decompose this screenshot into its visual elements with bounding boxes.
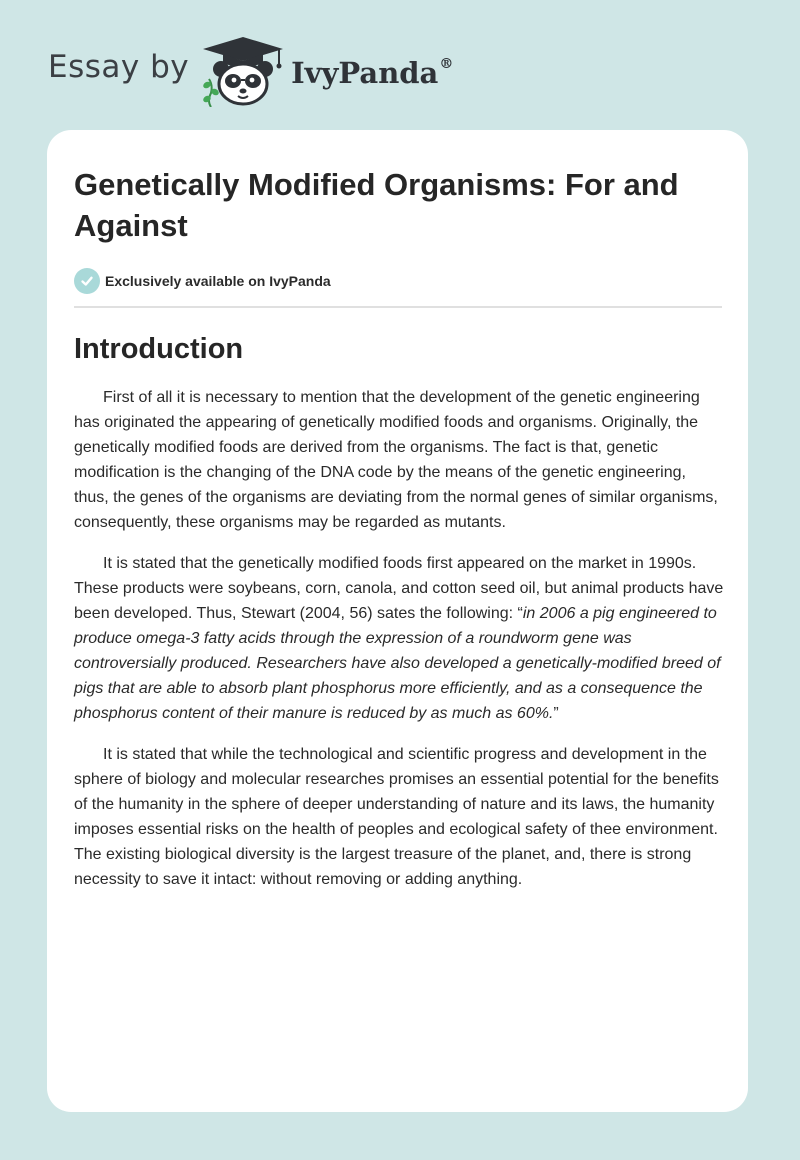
paragraph xyxy=(74,551,724,726)
paragraph-lead: It is stated that the genetically modified foods first appeared on the market in 1990s. These products were soybeans, corn, canola, and cotton seed oil, but animal products have been developed. Thus, Stewart (2004, 56) sates the following: “ xyxy=(74,555,724,622)
check-icon xyxy=(74,268,100,294)
exclusive-badge xyxy=(74,268,721,294)
site-header xyxy=(48,36,453,106)
section-heading: Introduction xyxy=(74,333,244,365)
quotation-close: ” xyxy=(553,705,559,722)
panda-logo-icon[interactable] xyxy=(199,35,287,107)
essay-title: Genetically Modified Organisms: For and Against xyxy=(74,167,679,243)
divider xyxy=(74,306,722,308)
paragraph: It is stated that while the technological and scientific progress and development in the sphere of biology and molecular researches promises an essential potential for the benefits of the humanity in the sphere of deeper understanding of nature and its laws, the humanity imposes essential risks on the health of peoples and ecological safety of thee environment. The existing biological diversity is the largest treasure of the planet, and, there is strong necessity to save it intact: without removing or adding anything. xyxy=(74,746,719,888)
brand-name[interactable]: IvyPanda® xyxy=(291,56,454,90)
quotation: in 2006 a pig engineered to produce omega-3 fatty acids through the expression of a roundworm gene was controversially produced. Researchers have also developed a genetically-modified breed of pigs that are able to absorb plant phosphorus more efficiently, and as a consequence the phosphorus content of their manure is reduced by as much as 60%. xyxy=(74,605,721,722)
essay-card xyxy=(47,130,748,1112)
registered-mark: ® xyxy=(439,56,454,73)
essay-by-label: Essay by xyxy=(48,49,190,85)
exclusive-label: Exclusively available on IvyPanda xyxy=(105,273,331,289)
paragraph: First of all it is necessary to mention that the development of the genetic engineering has originated the appearing of genetically modified foods and organisms. Originally, the genetically modified foods are derived from the organisms. The fact is that, genetic modification is the changing of the DNA code by the means of the genetic engineering, thus, the genes of the organisms are deviating from the normal genes of similar organisms, consequently, these organisms may be regarded as mutants. xyxy=(74,389,718,531)
